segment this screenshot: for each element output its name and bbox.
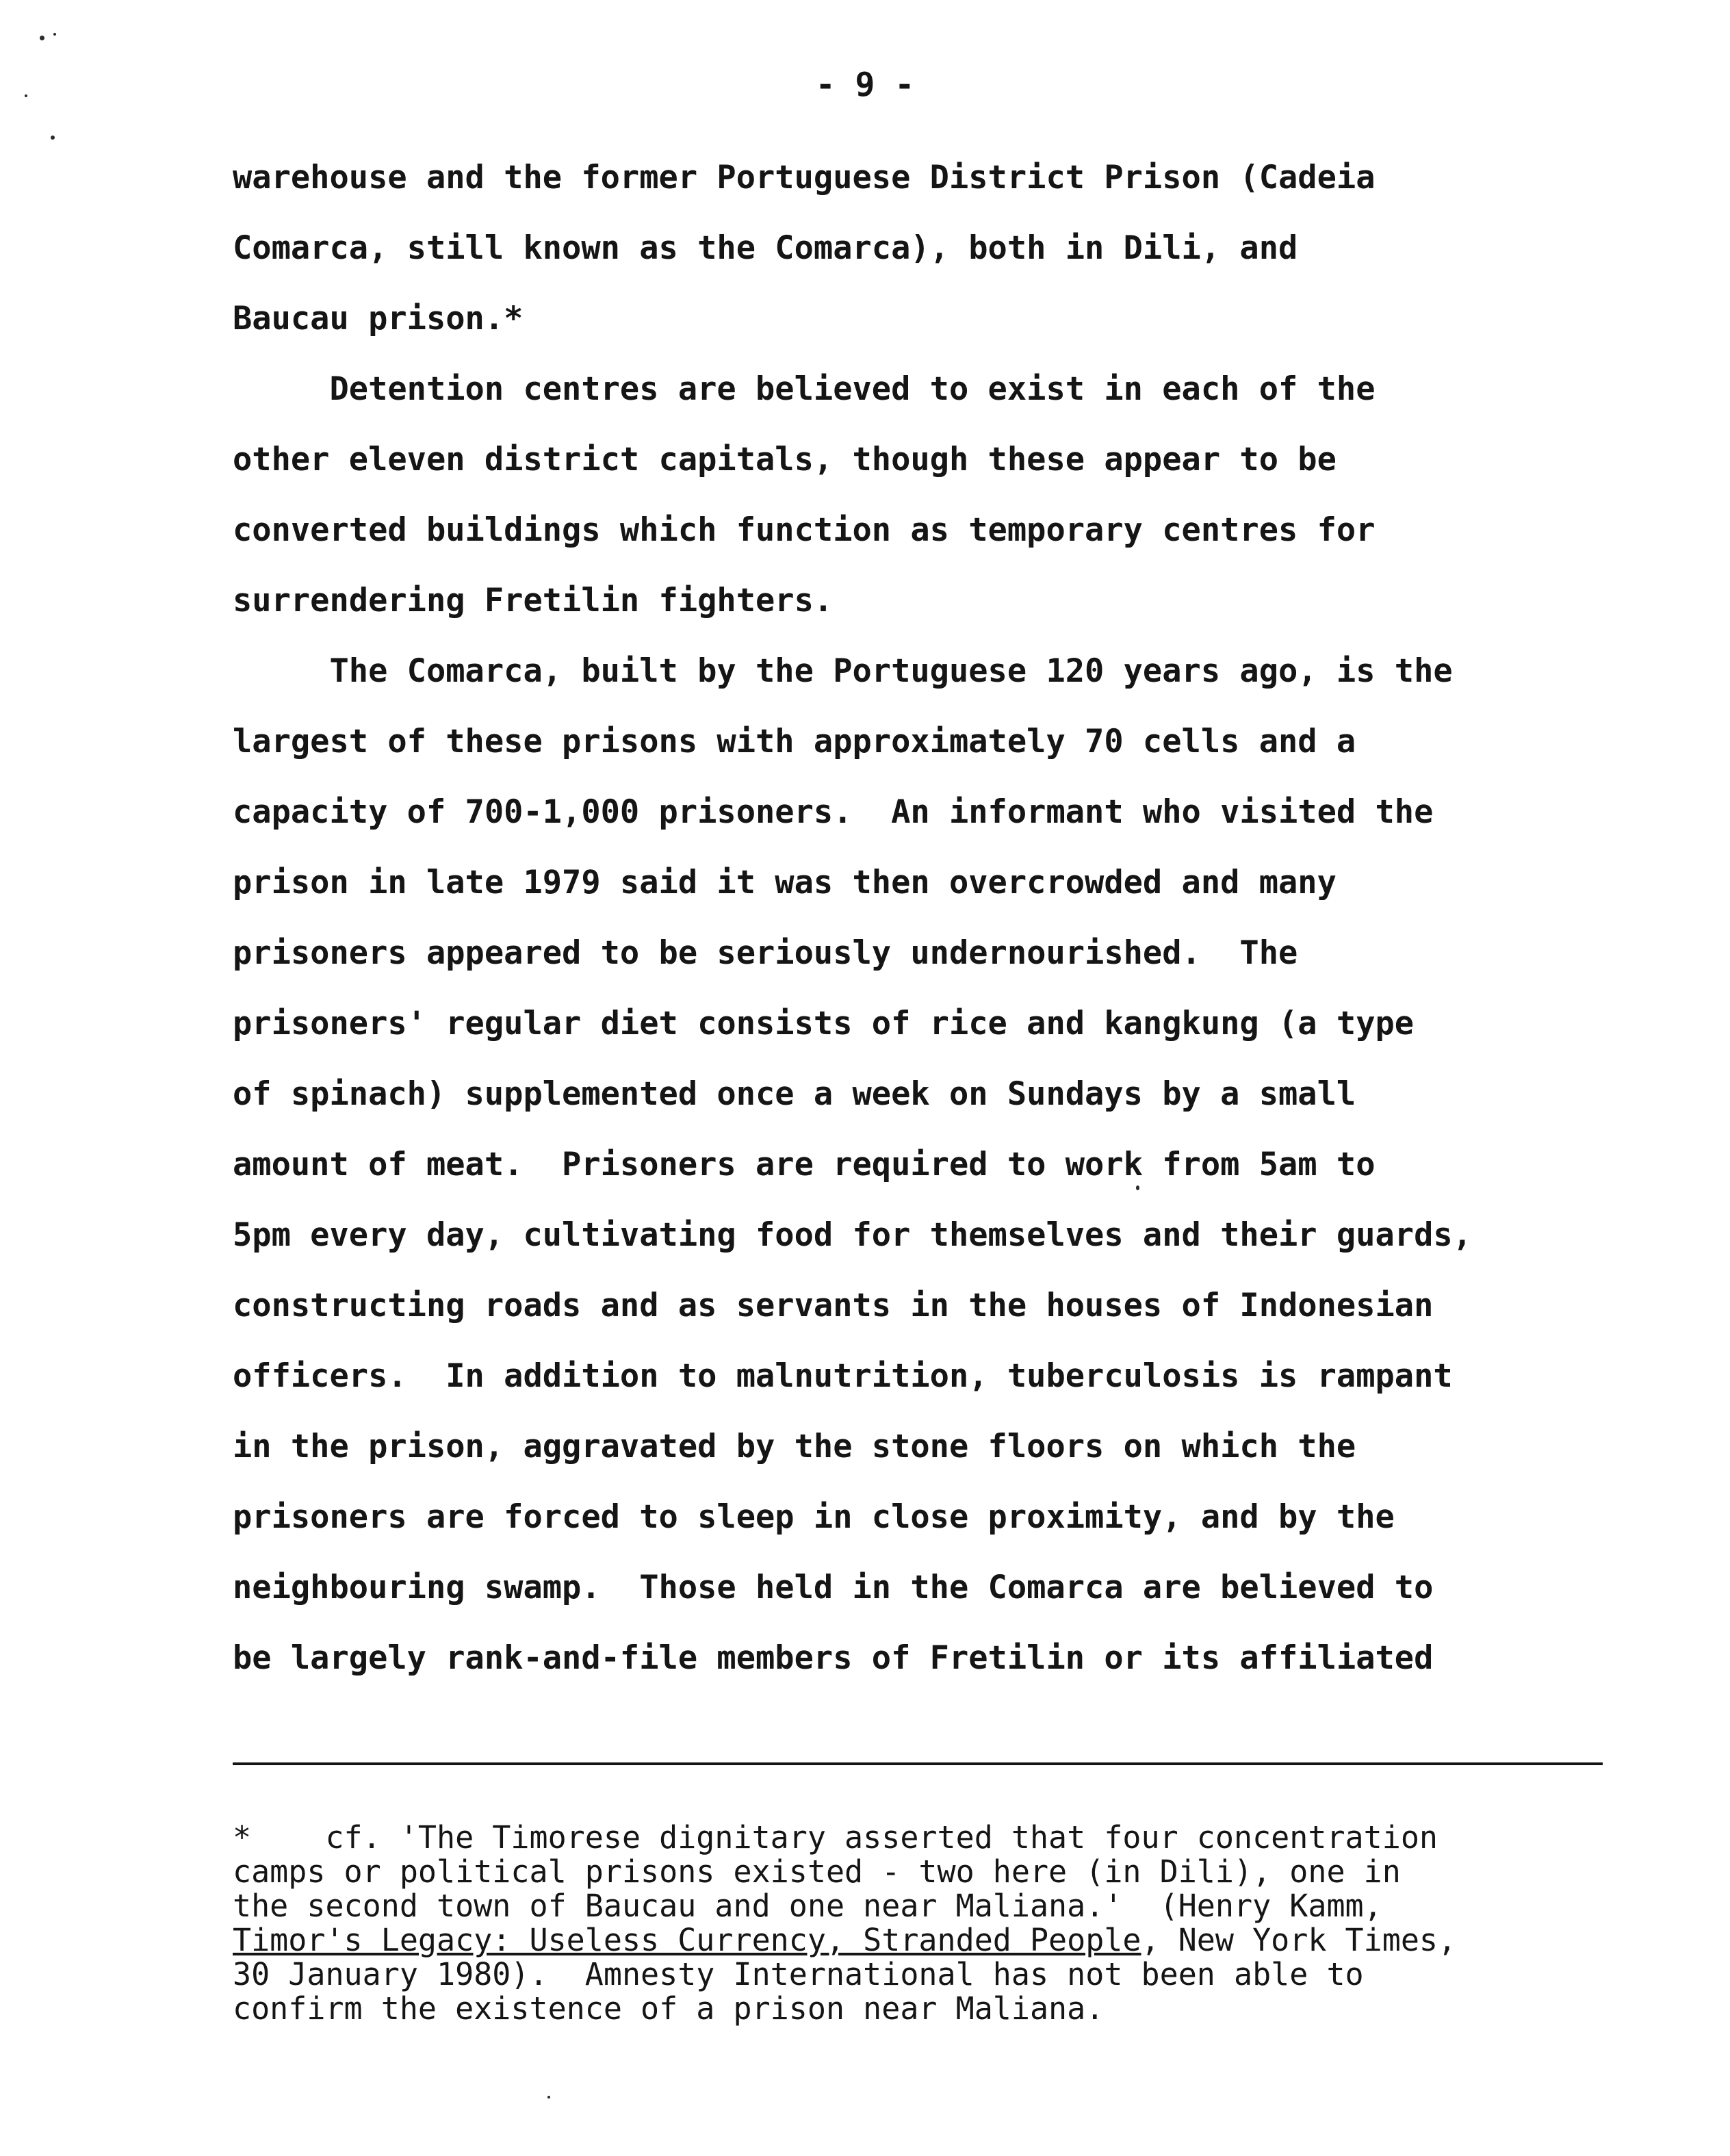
citation-source: , New York Times,	[1141, 1922, 1457, 1958]
footnote-line: confirm the existence of a prison near Maliana.	[233, 1990, 1105, 2027]
body-line: warehouse and the former Portuguese District Prison (Cadeia	[233, 159, 1376, 196]
body-text	[233, 142, 1656, 1693]
body-line: capacity of 700-1,000 prisoners. An informant who visited the	[233, 793, 1434, 831]
body-line: in the prison, aggravated by the stone floors on which the	[233, 1428, 1356, 1465]
body-line: Baucau prison.*	[233, 300, 524, 337]
footnote-divider	[233, 1762, 1603, 1765]
body-line: The Comarca, built by the Portuguese 120 years ago, is the	[233, 652, 1453, 690]
body-line: prisoners appeared to be seriously undernourished. The	[233, 934, 1298, 972]
body-line: converted buildings which function as temporary centres for	[233, 511, 1376, 549]
body-line: of spinach) supplemented once a week on Sundays by a small	[233, 1075, 1356, 1113]
footnote-line: the second town of Baucau and one near Maliana.' (Henry Kamm,	[233, 1888, 1382, 1924]
footnote	[233, 1821, 1670, 2026]
body-line: prisoners' regular diet consists of rice and kangkung (a type	[233, 1005, 1415, 1042]
footnote-line	[233, 1923, 1670, 1958]
body-line: Detention centres are believed to exist in each of the	[233, 370, 1376, 408]
body-line: prisoners are forced to sleep in close proximity, and by the	[233, 1498, 1395, 1536]
scan-speck	[40, 36, 44, 40]
body-line: be largely rank-and-file members of Fretilin or its affiliated	[233, 1639, 1434, 1677]
body-line: neighbouring swamp. Those held in the Comarca are believed to	[233, 1569, 1434, 1606]
body-line: prison in late 1979 said it was then overcrowded and many	[233, 864, 1337, 901]
body-line: officers. In addition to malnutrition, tuberculosis is rampant	[233, 1357, 1453, 1395]
cited-article-title: Timor's Legacy: Useless Currency, Stranded People	[233, 1922, 1141, 1958]
scan-speck	[51, 136, 55, 140]
body-line: surrendering Fretilin fighters.	[233, 582, 834, 619]
body-line: 5pm every day, cultivating food for themselves and their guards,	[233, 1216, 1472, 1254]
footnote-line: 30 January 1980). Amnesty International has not been able to	[233, 1956, 1364, 1992]
footnote-line: * cf. 'The Timorese dignitary asserted that four concentration	[233, 1819, 1438, 1856]
body-line: constructing roads and as servants in the houses of Indonesian	[233, 1287, 1434, 1324]
page-number: - 9 -	[815, 66, 915, 104]
body-line: other eleven district capitals, though these appear to be	[233, 441, 1337, 478]
body-line: Comarca, still known as the Comarca), both in Dili, and	[233, 229, 1298, 267]
footnote-line: camps or political prisons existed - two here (in Dili), one in	[233, 1853, 1401, 1890]
scan-speck	[53, 33, 56, 36]
body-line: amount of meat. Prisoners are required to work from 5am to	[233, 1146, 1376, 1183]
body-line: largest of these prisons with approximately 70 cells and a	[233, 723, 1356, 760]
scan-speck	[547, 2096, 550, 2099]
